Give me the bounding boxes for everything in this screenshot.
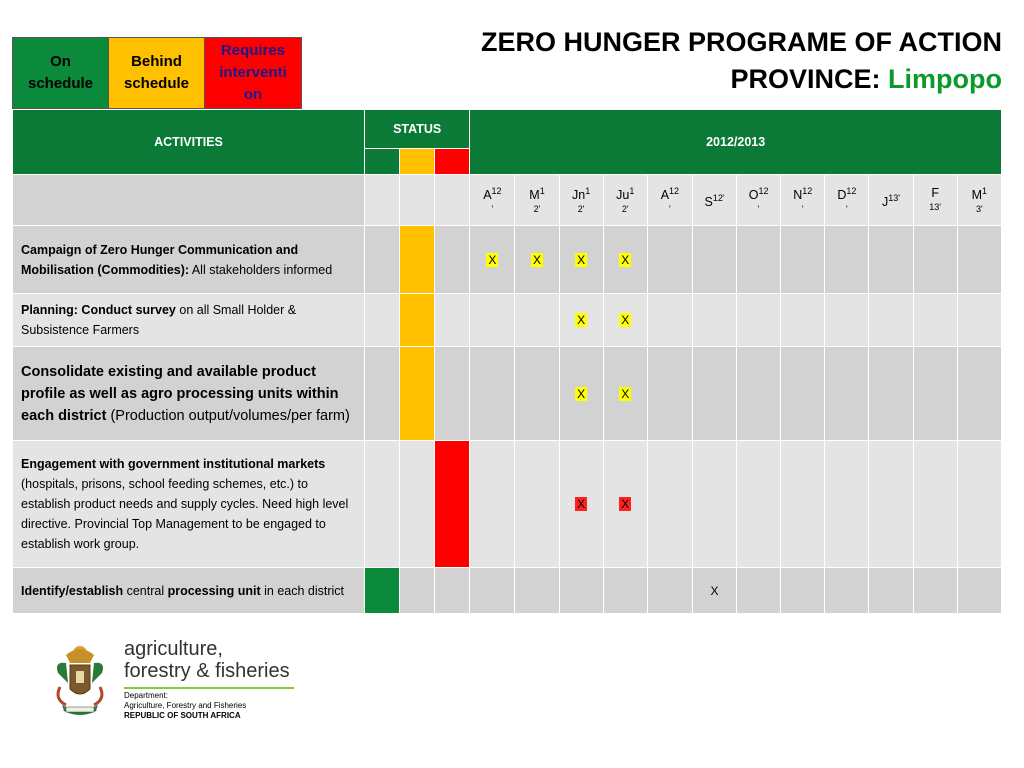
month-header (737, 175, 781, 226)
legend-behind-schedule: Behind schedule (109, 38, 205, 108)
month-subscript: ' (491, 204, 494, 215)
month-subscript: 13' (929, 202, 941, 212)
month-subscript: ' (669, 204, 671, 215)
month-cell (737, 568, 781, 614)
activity-description (13, 441, 365, 568)
activities-header: ACTIVITIES (13, 110, 365, 175)
status-header: STATUS (365, 110, 470, 149)
activity-detail: in each district (260, 583, 345, 598)
month-cell (603, 441, 647, 568)
schedule-mark: X (577, 252, 586, 267)
month-cell (957, 347, 1001, 441)
month-subscript: 2' (621, 204, 629, 215)
month-row-status-blank (435, 175, 470, 226)
month-superscript: 12 (802, 185, 813, 196)
activity-description (13, 226, 365, 294)
status-cell-on (365, 347, 400, 441)
schedule-mark: X (577, 313, 586, 327)
status-col-green (365, 149, 400, 175)
month-cell (559, 347, 603, 441)
month-cell (515, 347, 559, 441)
table-row (13, 347, 1002, 441)
month-cell (692, 226, 736, 294)
month-cell (692, 568, 736, 614)
activity-detail: All stakeholders informed (189, 262, 333, 277)
status-cell-intervention (435, 226, 470, 294)
month-cell (781, 347, 825, 441)
activity-schedule-table (12, 109, 1002, 614)
month-label: J (882, 195, 889, 210)
activity-detail: central (123, 583, 168, 598)
month-cell (470, 294, 515, 347)
table-row (13, 294, 1002, 347)
month-superscript: 1 (982, 185, 988, 196)
month-subscript: ' (846, 204, 848, 215)
schedule-mark: X (533, 252, 542, 267)
month-cell (647, 294, 692, 347)
month-superscript: 12 (491, 185, 502, 196)
month-header (470, 175, 515, 226)
status-legend (12, 37, 302, 109)
activity-title: Consolidate existing and available product profile as well as agro processing units within each district (21, 363, 339, 424)
month-label: M (529, 188, 540, 203)
month-cell (869, 568, 913, 614)
department-details (124, 691, 246, 721)
month-cell (647, 441, 692, 568)
month-cell (957, 226, 1001, 294)
month-cell (825, 294, 869, 347)
schedule-mark: X (621, 497, 630, 511)
month-cell (825, 226, 869, 294)
month-cell (470, 347, 515, 441)
month-cell (470, 568, 515, 614)
month-superscript: 1 (585, 185, 591, 196)
activity-description (13, 347, 365, 441)
month-subscript: 2' (533, 204, 541, 215)
month-cell (603, 294, 647, 347)
schedule-mark: X (577, 497, 586, 511)
activity-title: Identify/establish (21, 583, 124, 598)
month-cell (913, 441, 957, 568)
month-cell (825, 441, 869, 568)
month-superscript: 1 (629, 185, 635, 196)
status-cell-behind (400, 226, 435, 294)
department-name-line-1: agriculture, (124, 638, 223, 660)
month-cell (470, 226, 515, 294)
month-cell (737, 226, 781, 294)
status-cell-behind (400, 347, 435, 441)
month-subscript: ' (757, 204, 760, 215)
legend-on-schedule: On schedule (13, 38, 109, 108)
month-cell (692, 294, 736, 347)
month-cell (737, 347, 781, 441)
status-col-red (435, 149, 470, 175)
month-cell (559, 441, 603, 568)
activity-description (13, 568, 365, 614)
month-superscript: 12 (758, 185, 769, 196)
schedule-mark: X (621, 252, 630, 267)
month-cell (957, 568, 1001, 614)
month-cell (869, 294, 913, 347)
status-cell-on (365, 294, 400, 347)
month-cell (913, 347, 957, 441)
month-cell (913, 568, 957, 614)
month-cell (559, 226, 603, 294)
month-cell (825, 568, 869, 614)
month-cell (737, 441, 781, 568)
month-superscript: 13' (888, 192, 900, 203)
department-name (124, 638, 290, 682)
month-superscript: 12' (712, 192, 725, 203)
month-subscript: ' (801, 204, 804, 215)
month-cell (470, 441, 515, 568)
month-superscript: 12 (846, 185, 857, 196)
divider (124, 687, 294, 689)
month-header (781, 175, 825, 226)
month-header (913, 175, 957, 226)
month-label: A (660, 188, 670, 203)
month-header (692, 175, 736, 226)
month-label: O (748, 188, 759, 203)
month-header-row (13, 175, 1002, 226)
month-subscript: 2' (577, 204, 585, 215)
month-cell (603, 226, 647, 294)
province-name: Limpopo (888, 64, 1002, 94)
month-superscript: 1 (539, 185, 545, 196)
month-label: Jn (572, 188, 586, 203)
month-cell (692, 441, 736, 568)
month-cell (515, 226, 559, 294)
month-subscript: 3' (975, 204, 983, 215)
month-header (957, 175, 1001, 226)
month-row-status-blank (400, 175, 435, 226)
month-label: F (931, 186, 939, 200)
coat-of-arms-icon (52, 643, 108, 721)
department-label: Department: (124, 691, 169, 700)
month-cell (515, 441, 559, 568)
status-cell-behind (400, 441, 435, 568)
month-cell (781, 226, 825, 294)
month-cell (737, 294, 781, 347)
activity-detail: on all Small Holder & Subsistence Farmers (21, 303, 297, 337)
month-cell (781, 441, 825, 568)
month-row-status-blank (365, 175, 400, 226)
month-label: A (483, 188, 492, 203)
month-cell (781, 294, 825, 347)
table-row (13, 441, 1002, 568)
month-header (603, 175, 647, 226)
status-cell-behind (400, 294, 435, 347)
month-label: D (837, 188, 847, 203)
month-label: Ju (616, 188, 630, 203)
month-cell (913, 226, 957, 294)
department-full-name: Agriculture, Forestry and Fisheries (124, 701, 247, 710)
month-cell (781, 568, 825, 614)
month-cell (869, 441, 913, 568)
schedule-mark: X (710, 583, 719, 598)
month-superscript: 12 (669, 185, 680, 196)
month-cell (603, 347, 647, 441)
schedule-mark: X (621, 386, 630, 401)
schedule-mark: X (488, 252, 497, 267)
month-cell (957, 294, 1001, 347)
month-cell (559, 568, 603, 614)
month-label: S (704, 195, 713, 210)
title-line-2 (481, 61, 1002, 98)
month-cell (647, 226, 692, 294)
status-cell-on (365, 568, 400, 614)
month-label: N (793, 188, 803, 203)
month-cell (559, 294, 603, 347)
month-label: M (971, 188, 983, 203)
activity-description (13, 294, 365, 347)
month-cell (647, 347, 692, 441)
activity-detail: (Production output/volumes/per farm) (106, 407, 350, 424)
schedule-mark: X (621, 313, 630, 327)
schedule-mark: X (577, 386, 586, 401)
activity-title: Engagement with government institutional markets (21, 457, 326, 471)
month-header (869, 175, 913, 226)
month-header (825, 175, 869, 226)
month-cell (515, 568, 559, 614)
table-row (13, 568, 1002, 614)
year-header: 2012/2013 (470, 110, 1002, 175)
page-title (481, 24, 1002, 98)
month-cell (647, 568, 692, 614)
month-row-blank (13, 175, 365, 226)
country-name: REPUBLIC OF SOUTH AFRICA (124, 711, 241, 720)
activity-title: processing unit (167, 583, 261, 598)
month-cell (869, 347, 913, 441)
province-label: PROVINCE: (730, 64, 881, 94)
status-cell-on (365, 226, 400, 294)
status-cell-intervention (435, 294, 470, 347)
legend-requires-intervention: Requires interventi on (205, 38, 301, 108)
month-header (647, 175, 692, 226)
status-cell-on (365, 441, 400, 568)
month-cell (957, 441, 1001, 568)
activity-title: Planning: Conduct survey (21, 303, 176, 317)
table-row (13, 226, 1002, 294)
status-col-yellow (400, 149, 435, 175)
activity-detail: (hospitals, prisons, school feeding schemes, etc.) to establish product needs and supply cycles. Need high level directive. Provincial Top Management to be engaged to establish work group. (21, 477, 349, 551)
title-line-1: ZERO HUNGER PROGRAME OF ACTION (480, 27, 1002, 57)
activity-title: Campaign of Zero Hunger Communication and Mobilisation (Commodities): (21, 242, 299, 277)
month-cell (869, 226, 913, 294)
month-cell (692, 347, 736, 441)
department-name-line-2: forestry & fisheries (124, 660, 290, 682)
status-cell-intervention (435, 347, 470, 441)
month-header (515, 175, 559, 226)
status-cell-behind (400, 568, 435, 614)
status-cell-intervention (435, 568, 470, 614)
month-cell (515, 294, 559, 347)
month-header (559, 175, 603, 226)
month-cell (825, 347, 869, 441)
month-cell (913, 294, 957, 347)
status-cell-intervention (435, 441, 470, 568)
month-cell (603, 568, 647, 614)
